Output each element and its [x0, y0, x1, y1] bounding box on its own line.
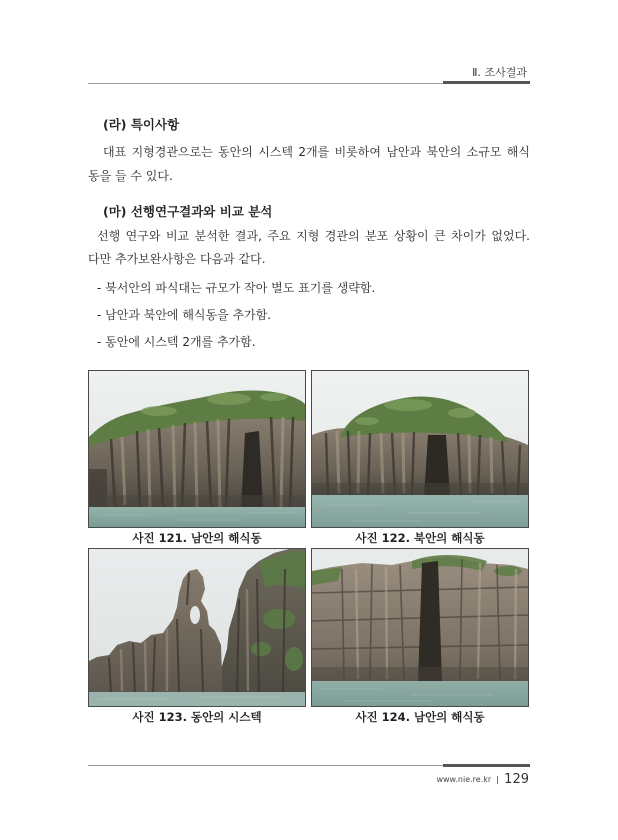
photo-123-east-sea-stack [88, 548, 306, 707]
sea [312, 495, 528, 527]
stack-arch [190, 606, 200, 624]
list-item: - 북서안의 파식대는 규모가 작아 별도 표기를 생략함. [97, 281, 376, 295]
photo-124-south-sea-cave [311, 548, 529, 707]
sea-cliff-illustration [312, 371, 528, 527]
list-item: - 남안과 북안에 해식동을 추가함. [97, 308, 272, 322]
paragraph-line: 다만 추가보완사항은 다음과 같다. [88, 252, 266, 266]
photo-caption: 사진 122. 북안의 해식동 [355, 531, 485, 545]
sea-cliff-illustration [89, 371, 305, 527]
paragraph-line: 동을 들 수 있다. [88, 169, 173, 183]
sea-stack-illustration [89, 549, 305, 706]
sea-cliff-illustration [312, 549, 528, 706]
photo-caption: 사진 123. 동안의 시스텍 [132, 710, 262, 724]
tide-band [312, 483, 528, 497]
section-label: Ⅱ. 조사결과 [472, 66, 527, 79]
photo-121-south-sea-cave [88, 370, 306, 528]
footer-accent-bar [443, 764, 530, 767]
tide-band [312, 667, 528, 683]
photo-caption: 사진 124. 남안의 해식동 [355, 710, 485, 724]
sea-cave [418, 561, 442, 683]
footer-website: www.nie.re.kr [436, 775, 492, 784]
photo-122-north-sea-cave [311, 370, 529, 528]
footer [436, 772, 529, 788]
tide-band [89, 495, 305, 509]
section-heading: (마) 선행연구결과와 비교 분석 [103, 204, 273, 219]
page-number: 129 [504, 772, 529, 787]
list-item: - 동안에 시스텍 2개를 추가함. [97, 335, 256, 349]
sea [89, 507, 305, 527]
photo-caption: 사진 121. 남안의 해식동 [132, 531, 262, 545]
section-heading: (라) 특이사항 [103, 117, 180, 132]
sea [312, 681, 528, 706]
header-accent-bar [443, 81, 530, 84]
paragraph-line: 선행 연구와 비교 분석한 결과, 주요 지형 경관의 분포 상황이 큰 차이가 없었다. [97, 229, 530, 243]
paragraph-line: 대표 지형경관으로는 동안의 시스텍 2개를 비롯하여 남안과 북안의 소규모 해식 [103, 145, 530, 159]
footer-separator [497, 776, 498, 784]
